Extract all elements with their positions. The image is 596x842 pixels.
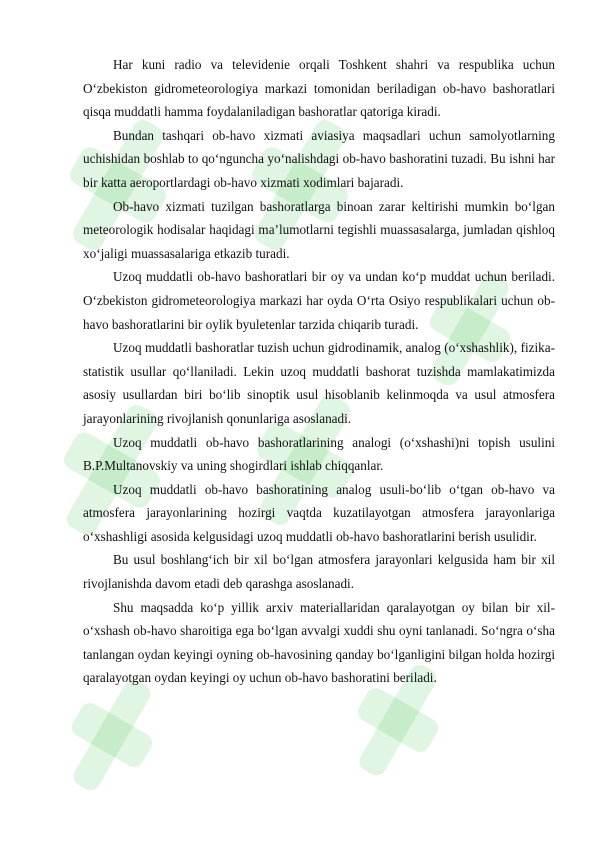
paragraph: Uzoq muddatli ob-havo bashoratlarining analogi (o‘xshashi)ni topish usulini B.P.Multanovskiy va uning shogirdlari ishlab chiqqanlar.: [83, 434, 555, 474]
paragraph: Ob-havo xizmati tuzilgan bashoratlarga binoan zarar keltirishi mumkin bo‘lgan meteorologik hodisalar haqidagi ma’lumotlarni tegishli muassasalarga, jumladan qishloq xo‘jaligi muassasalariga etkazib turadi.: [83, 198, 555, 261]
paragraph: Bundan tashqari ob-havo xizmati aviasiya maqsadlari uchun samolyotlarning uchishidan boshlab to qo‘nguncha yo‘nalishdagi ob-havo bashoratini tuzadi. Bu ishni har bir katta aeroportlardagi ob-havo xizmati xodimlari bajaradi.: [83, 127, 555, 190]
paragraph: Uzoq muddatli ob-havo bashoratlari bir oy va undan ko‘p muddat uchun beriladi. O‘zbekiston gidrometeorologiya markazi har oyda O‘rta Osiyo respublikalari uchun ob-havo bashoratlarini bir oylik byuletenlar tarzida chiqarib turadi.: [83, 269, 555, 332]
body-text: [83, 53, 555, 690]
paragraph: Har kuni radio va televidenie orqali Toshkent shahri va respublika uchun O‘zbekiston gidrometeorologiya markazi tomonidan beriladigan ob-havo bashoratlari qisqa muddatli hamma foydalaniladigan bashoratlar qatoriga kiradi.: [83, 57, 555, 120]
paragraph: Uzoq muddatli bashoratlar tuzish uchun gidrodinamik, analog (o‘xshashlik), fizika-statistik usullar qo‘llaniladi. Lekin uzoq muddatli bashorat tuzishda mamlakatimizda asosiy usullardan biri bo‘lib sinoptik usul hisoblanib kelinmoqda va usul atmosfera jarayonlarining rivojlanish qonunlariga asoslanadi.: [83, 340, 555, 426]
paragraph: Bu usul boshlang‘ich bir xil bo‘lgan atmosfera jarayonlari kelgusida ham bir xil rivojlanishda davom etadi deb qarashga asoslanadi.: [83, 552, 555, 592]
paragraph: Shu maqsadda ko‘p yillik arxiv materiallaridan qaralayotgan oy bilan bir xil-o‘xshash ob-havo sharoitiga ega bo‘lgan avvalgi xuddi shu oyni tanlanadi. So‘ngra o‘sha tanlangan oydan keyingi oyning ob-havosining qanday bo‘lganligini bilgan holda hozirgi qaralayotgan oydan keyingi oy uchun ob-havo bashoratini beriladi.: [83, 599, 555, 686]
paragraph: Uzoq muddatli ob-havo bashoratining analog usuli-bo‘lib o‘tgan ob-havo va atmosfera jarayonlarining hozirgi vaqtda kuzatilayotgan atmosfera jarayonlariga o‘xshashligi asosida kelgusidagi uzoq muddatli ob-havo bashoratlarini berish usulidir.: [83, 481, 555, 544]
